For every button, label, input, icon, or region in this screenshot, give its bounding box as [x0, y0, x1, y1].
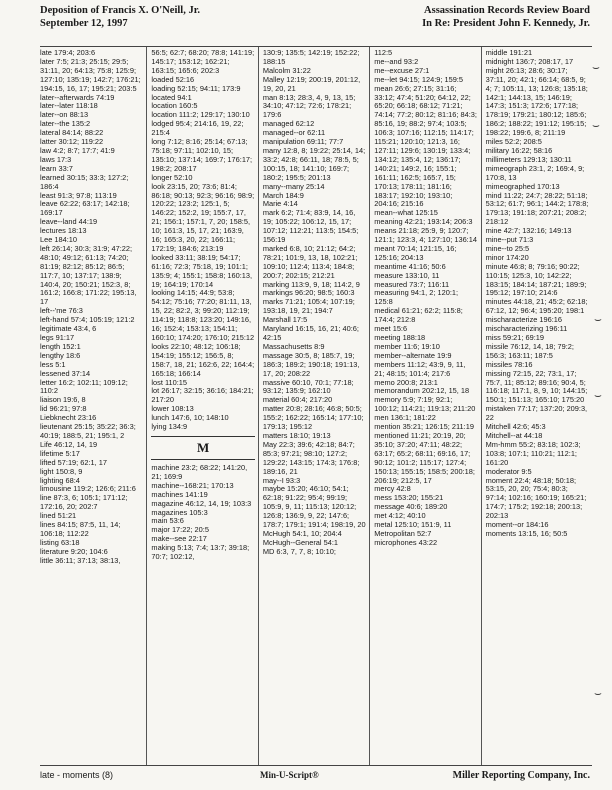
index-entry: met 4:12; 40:10 [374, 511, 426, 521]
index-entry: many 12:8, 8; 19:22; 25:14, 14; 33:2; 42:8; 66:11, 18; 78:5, 5; 100:15, 18; 141:10; 169:7; 180:2; 195:5; 201:13 [262, 145, 366, 182]
index-column-1 [40, 47, 146, 765]
index-entry: miss 59:21; 69:19 [485, 333, 544, 342]
index-entry: memo 200:8; 213:1 [374, 377, 438, 387]
index-entry: later 7:5; 21:3; 25:15; 29:5; 31:11, 20; 64:13; 75:8; 125:9; 127:10; 135:19; 142:7; 176:21; 194:15, 16, 17; 195:21; 203:5 [40, 56, 141, 93]
index-entry: minute 46:8; 8; 79:16; 90:22; 110:15; 125:3, 10; 142:22; 183:15; 184:14; 187:21; 189:9; 195:12; 197:10; 214:6 [485, 261, 587, 298]
index-entry: look 23:15, 20; 73:6; 81:4; 86:18; 90:13; 92:3; 96:16; 98:9; 120:22; 123:2; 125:1, 5; 146:22; 152:2, 19; 155:7, 17, 21; 156:1; 157:1, 7, 20; 158:5, 10; 161:3, 15, 17, 21; 163:9, 16; 165:3, 20, 22; 166:11; 172:19; 184:6; 213:19 [151, 181, 255, 253]
index-entry: Life 46:12, 14, 19 [40, 439, 98, 449]
index-entry: member 11:6; 19:10 [374, 341, 440, 351]
index-entry: message 40:6; 189:20 [374, 502, 448, 512]
index-entry: massage 30:5, 8; 185:7, 19; 186:3; 189:2; 190:18; 191:13, 17, 20; 208:22 [262, 350, 360, 378]
index-entry: member--alternate 19:9 [374, 350, 452, 360]
index-entry: military 16:22; 58:16 [485, 145, 553, 155]
index-entry: letter 16:2; 102:11; 109:12; 110:2 [40, 377, 128, 396]
index-entry: Maryland 16:15, 16, 21; 40:6; 42:15 [262, 324, 359, 342]
index-entry: lieutenant 25:15; 35:22; 36:3; 40:19; 188:5, 21; 195:1, 2 [40, 422, 136, 440]
index-entry: marked 6:8, 10; 21:12; 64:2; 78:21; 101:9, 13, 18, 102:21; 109:10; 112:4; 113:4; 184:8; 200:7; 202:15; 212:21 [262, 243, 358, 280]
index-entry: left 26:14; 30:3; 31:9; 47:22; 48:10; 49:12; 61:13; 74:20; 81:19; 82:12; 85:12; 86:5; 117:7, 10; 137:17; 138:9; 140:4, 20; 150:21; 152:3, 8; 161:2; 166:8; 171:22; 195:13, 17 [40, 243, 137, 307]
index-entry: 130:9; 135:5; 142:19; 152:22; 188:15 [262, 48, 360, 66]
index-entry: lid 96:21; 97:8 [40, 404, 87, 414]
board-name: Assassination Records Review Board [424, 5, 590, 16]
index-column-2 [146, 47, 257, 765]
index-entry: leave--land 44:19 [40, 217, 98, 227]
index-entry: machines 141:19 [151, 489, 208, 499]
index-entry: lying 134:9 [151, 422, 188, 432]
index-entry: lower 108:13 [151, 404, 194, 414]
index-entry: members 11:12; 43:9, 9, 11, 21; 48:15; 101:4; 217:6 [374, 359, 466, 378]
index-entry: lengthy 18:6 [40, 350, 81, 360]
index-entry: limousine 119:2; 126:6; 211:6 [40, 484, 136, 494]
index-entry: lighting 68:4 [40, 475, 80, 485]
index-entry: left--'me 76:3 [40, 306, 83, 316]
case-name: In Re: President John F. Kennedy, Jr. [422, 18, 590, 29]
index-entry: mind 11:22; 24:7; 28:22; 51:18; 53:12; 61:7; 96:1; 144:2; 178:8; 179:13; 191:18; 207:21; 208:2; 218:12 [485, 190, 589, 227]
index-entry: little 36:11; 37:13; 38:13, [40, 555, 121, 565]
index-entry: later--the 135:2 [40, 119, 91, 129]
footer-logo: Min-U-Script® [260, 770, 319, 780]
index-entry: material 60:4; 217:20 [262, 395, 333, 405]
index-entry: lodged 95:4; 214:16, 19, 22; 215:4 [151, 119, 244, 138]
index-grid [40, 46, 592, 766]
index-entry: make--see 22:17 [151, 534, 207, 544]
index-entry: medical 61:21; 62:2; 115:8; 174:4; 212:8 [374, 306, 463, 325]
index-entry: least 91:3; 97:8; 113:19 [40, 190, 117, 200]
index-entry: massive 60:10, 70:1; 77:18; 93:12; 135:9; 162:10 [262, 377, 354, 396]
index-entry: laws 17:3 [40, 154, 72, 164]
index-entry: man 8:13; 28:3, 4, 9, 13, 15; 34:10; 47:12; 72:6; 178:21; 179:6 [262, 92, 356, 120]
index-entry: looked 33:11; 38:19; 54:17; 61:16; 72:3; 75:18, 19; 101:1; 135:9; 4; 155:1; 158:8; 160:13, 19; 164:19; 170:14 [151, 252, 253, 289]
index-entry: moments 13:15, 16; 50:5 [485, 528, 568, 538]
index-entry: Marshall 17:5 [262, 315, 308, 325]
index-entry: memory 5:9; 7:19; 92:1; 100:12; 114:21; 119:13; 211:20 [374, 395, 476, 414]
index-entry: making 5:13; 7:4; 13:7; 39:18; 70:7; 102:12, [151, 543, 250, 562]
index-entry: listing 63:18 [40, 537, 80, 547]
index-entry: meet 15:6 [374, 324, 408, 334]
index-entry: lunch 147:6, 10; 148:10 [151, 413, 229, 423]
index-entry: mimeograph 23:1, 2; 169:4, 9; 170:8, 13 [485, 163, 585, 182]
index-entry: McHugh--General 54:1 [262, 537, 338, 547]
deposition-date: September 12, 1997 [40, 18, 128, 29]
index-entry: managed 62:12 [262, 119, 315, 129]
index-entry: light 150:8, 9 [40, 466, 83, 476]
index-entry: means 21:18; 25:9, 9; 120:7; 121:1; 123:3, 4; 127:10; 136:14 [374, 226, 477, 245]
index-entry: length 152:1 [40, 341, 81, 351]
index-entry: millimeters 129:13; 130:11 [485, 154, 572, 164]
index-entry: manipulation 69:11; 77:7 [262, 137, 344, 147]
footer-range: late - moments (8) [40, 770, 114, 780]
index-entry: machine--168:21; 170:13 [151, 480, 234, 490]
index-entry: lifetime 5:17 [40, 448, 80, 458]
margin-checkmark: ⌣ [592, 60, 600, 74]
index-entry: may--I 93:3 [262, 475, 301, 485]
index-entry: lost 110:15 [151, 377, 188, 387]
index-entry: location 160:5 [151, 101, 198, 111]
index-entry: mean 26:6; 27:15; 31:16; 33:12; 47:4; 51:20; 64:12, 22; 65:20; 66:18; 68:12; 71:21; 74:14; 77:2; 80:12; 81:16; 84:3; 85:16, 19; 88:2; 97:4; 103:5; 106:3; 107:16; 112:15; 114:17; 115:21; 120:10; 121:3, 16; 127:11; 129:6; 130:19; 133:4; 134:12; 135:4, 12; 136:17; 140:21; 149:2, 16; 155:1; 161:11; 162:5; 165:7, 15; 170:13; 178:11; 181:16; 183:17; 192:10; 193:10; 204:16; 215:16 [374, 83, 477, 209]
index-entry: measure 133:10, 11 [374, 270, 440, 280]
index-entry: mischaracterizing 196:11 [485, 324, 568, 334]
index-entry: missing 72:15, 22; 73:1, 17; 75:7, 11; 85:12; 89:16; 90:4, 5; 116:18; 117:1, 8, 9, 10; 144:15; 150:1; 151:13; 165:10; 175:20 [485, 368, 588, 405]
index-entry: legs 91:17 [40, 333, 75, 342]
index-entry: longer 52:10 [151, 172, 193, 182]
index-entry: Mitchell 42:6; 45:3 [485, 422, 546, 432]
index-entry: Lee 184:10 [40, 235, 77, 245]
index-entry: left-hand 57:4; 105:19; 121:2 [40, 315, 135, 325]
footer-company: Miller Reporting Company, Inc. [452, 770, 590, 781]
index-entry: lectures 18:13 [40, 226, 87, 236]
deposition-title: Deposition of Francis X. O'Neill, Jr. [40, 5, 201, 16]
index-entry: McHugh 54:1, 10; 204:4 [262, 528, 342, 538]
index-entry: leave 62:22; 63:17; 142:18; 169:17 [40, 199, 130, 218]
section-letter: M [151, 436, 254, 460]
index-entry: liaison 19:6, 8 [40, 395, 86, 405]
index-entry: moment 22:4; 48:18; 50:18; 53:15, 20, 20; 75:4; 80:3; 97:14; 102:16; 160:19; 165:21; 174:7; 175:2; 192:18; 200:13; 202:13 [485, 475, 587, 521]
index-entry: mark 6:2; 71:4; 83:9, 14, 16, 19; 105:22; 106:12, 15, 17; 107:12; 112:21; 113:5; 154:5; 156:19 [262, 208, 359, 245]
index-entry: 56:5; 62:7; 68:20; 78:8; 141:19; 145:17; 153:12; 162:21; 163:15; 165:6; 202:3 [151, 48, 255, 75]
header-left [40, 4, 200, 30]
index-entry: managed--or 62:11 [262, 128, 326, 138]
index-entry: lessened 37:14 [40, 368, 91, 378]
index-entry: Malley 12:19; 200:19, 201:12, 19, 20, 21 [262, 74, 361, 93]
margin-checkmark: ⌣ [594, 312, 602, 326]
index-entry: meant 70:14; 121:15, 16; 125:16; 204:13 [374, 243, 457, 262]
index-column-4 [369, 47, 480, 765]
index-entry: lined 51:21 [40, 511, 77, 521]
index-entry: lateral 84:14; 88:22 [40, 128, 104, 138]
index-entry: middle 191:21 [485, 48, 533, 57]
index-entry: mine 42:7; 132:16; 149:13 [485, 226, 572, 236]
index-entry: minutes 44:18, 21; 45:2; 62:18; 67:12, 12; 96:4; 195:20; 198:1 [485, 297, 588, 316]
index-entry: mention 35:21; 126:15; 211:19 [374, 422, 474, 432]
index-entry: 112:5 [374, 48, 393, 57]
index-entry: looking 14:15; 44:9; 53:8; 54:12; 75:16; 77:20; 81:11, 13, 15, 22; 82:2, 3; 99:20; 112:19; 114:19; 118:8; 123:20; 149:16, 16; 152:4; 153:13; 154:11; 160:10; 174:20; 176:10; 215:12 [151, 288, 255, 342]
index-entry: midnight 136:7; 208:17, 17 [485, 56, 574, 66]
index-entry: meeting 188:18 [374, 333, 426, 342]
index-entry: law 4:2; 8:7; 17:7; 41:9 [40, 145, 115, 155]
index-entry: long 7:12; 8:16; 25:14; 67:13; 75:18; 97:11; 102:10, 15; 135:10; 137:14; 169:7; 176:17; 198:2; 208:17 [151, 137, 253, 173]
index-entry: men 136:1; 181:22 [374, 413, 436, 423]
index-entry: microphones 43:22 [374, 537, 438, 547]
index-entry: minor 174:20 [485, 252, 529, 262]
index-entry: Liebknecht 23:16 [40, 413, 97, 423]
index-entry: matters 18:10; 19:13 [262, 430, 331, 440]
index-entry: loaded 52:16 [151, 74, 195, 84]
index-entry: moderator 9:5 [485, 466, 532, 476]
index-entry: located 94:1 [151, 92, 192, 102]
index-entry: measured 73:7; 116:11 [374, 279, 450, 289]
index-entry: meantime 41:16; 50:6 [374, 261, 446, 271]
index-entry: MD 6:3, 7, 7, 8; 10:10; [262, 546, 336, 556]
index-entry: Massachusetts 8:9 [262, 341, 325, 351]
index-entry: mentioned 11:21; 20:19, 20; 35:10; 37:20; 47:11; 48:22; 63:17; 65:2; 68:11; 69:16, 17; 90:12; 101:2; 115:17; 127:4; 150:13; 155:15; 158:5; 200:18; 206:19; 212:5, 17 [374, 430, 475, 485]
index-entry: learned 30:15; 33:3; 127:2; 186:4 [40, 172, 129, 191]
index-entry: metal 125:10; 151:9, 11 [374, 520, 452, 530]
index-entry: later--afterwards 74:19 [40, 92, 115, 102]
index-entry: many--many 25:14 [262, 181, 325, 191]
index-entry: marking 113:9, 9, 18; 114:2, 9 [262, 279, 360, 289]
index-entry: Metropolitan 52:7 [374, 528, 432, 538]
margin-checkmark: ⌣ [594, 388, 602, 402]
index-entry: less 5:1 [40, 359, 66, 369]
index-entry: mischaracterize 196:16 [485, 315, 563, 325]
index-entry: loading 52:15; 94:11; 173:9 [151, 83, 241, 93]
index-entry: later--on 88:13 [40, 110, 89, 120]
index-entry: me--let 94:15; 124:9; 159:5 [374, 74, 463, 84]
index-entry: Marie 4:14 [262, 199, 298, 209]
index-entry: might 26:13; 28:6; 30:17; 37:11, 20; 42:1; 66:14; 68:5, 9; 4; 7; 105:11, 13; 126:8; 135:18; 142:1; 144:13, 15; 146:19; 147:3; 151:3; 172:6; 177:18; 178:19; 179:21; 180:12; 185:6; 186:2; 188:22; 191:12; 195:15; 198:22; 199:6, 8; 211:19 [485, 65, 588, 138]
index-entry: matter 20:8; 28:16; 46:8; 50:5; 155:2; 162:22; 165:14; 177:10; 179:13; 195:12 [262, 404, 364, 432]
index-entry: location 111:2; 129:17; 130:10 [151, 110, 250, 120]
index-entry: memorandum 202:12, 15, 18 [374, 386, 470, 396]
index-entry: mimeographed 170:13 [485, 181, 560, 191]
index-entry: March 184:9 [262, 190, 304, 200]
index-entry: Malcolm 31:22 [262, 65, 311, 75]
index-entry: mess 153:20; 155:21 [374, 493, 444, 503]
index-entry: mine--to 25:5 [485, 243, 530, 253]
index-entry: missile 76:12, 14, 18; 79:2; 156:3; 163:11; 187:5 [485, 341, 574, 360]
index-entry: looks 22:10; 48:12; 106:18; 154:19; 155:12; 156:5, 8; 158:7, 18, 21; 162:6, 22; 164:4; 165:18; 166:14 [151, 341, 255, 378]
index-entry: lifted 57:19; 62:1, 17 [40, 457, 107, 467]
index-entry: major 17:22; 20:5 [151, 525, 209, 535]
index-entry: mean--what 125:15 [374, 208, 438, 218]
index-entry: miles 52:2; 208:5 [485, 137, 542, 147]
index-entry: lines 84:15; 87:5, 11, 14; 106:18; 112:22 [40, 520, 121, 538]
index-entry: legitimate 43:4, 6 [40, 324, 97, 334]
index-entry: late 179:4; 203:6 [40, 48, 96, 57]
index-column-3 [258, 47, 369, 765]
index-entry: main 53:6 [151, 516, 184, 526]
index-entry: magazines 105:3 [151, 507, 208, 517]
index-entry: machine 23:2; 68:22; 141:20, 21; 169:9 [151, 462, 248, 481]
index-entry: latter 30:12; 119:22 [40, 137, 104, 147]
index-entry: mistaken 77:17; 137:20; 209:3, 22 [485, 404, 588, 423]
index-entry: me--excuse 27:1 [374, 65, 430, 75]
index-entry: missiles 78:16 [485, 359, 533, 369]
index-entry: mercy 42:8 [374, 484, 411, 494]
page-footer [40, 768, 590, 786]
index-entry: meaning 42:21; 193:14; 206:3 [374, 217, 473, 227]
index-entry: lot 26:17; 32:15; 36:16; 184:21; 217:20 [151, 386, 254, 405]
index-entry: May 22:3; 39:6; 42:18; 84:7; 85:3; 97:21; 98:10; 127:2; 129:22; 143:15; 174:3; 176:8; 189:16, 21 [262, 439, 360, 476]
header-right [422, 4, 590, 30]
index-entry: magazine 46:12, 14, 19; 103:3 [151, 498, 252, 508]
margin-checkmark: ⌣ [594, 686, 602, 700]
index-entry: learn 33:7 [40, 163, 73, 173]
index-entry: marks 71:21; 105:4; 107:19; 193:18, 19, 21; 194:7 [262, 297, 355, 316]
index-entry: literature 9:20; 104:6 [40, 546, 108, 556]
page-header [40, 4, 590, 44]
index-column-5 [481, 47, 592, 765]
index-entry: later--later 118:18 [40, 101, 98, 111]
index-entry: moment--or 184:16 [485, 520, 549, 530]
index-entry: me--and 93:2 [374, 56, 419, 66]
index-entry: maybe 15:20; 46:10; 54:1; 62:18; 91:22; 95:4; 99:19; 105:9, 9, 11; 115:13; 120:12; 126:8; 136:9, 9, 22; 147:6; 178:7; 179:1; 191:4; 198:19, 20 [262, 484, 366, 530]
index-entry: measuring 94:1, 2; 120:1; 125:8 [374, 288, 459, 307]
index-entry: line 87:3, 6; 105:1; 171:12; 172:16, 20; 202:7 [40, 493, 128, 512]
index-entry: Mitchell--at 44:18 [485, 430, 543, 440]
index-entry: mine--put 71:3 [485, 235, 534, 245]
margin-checkmark: ⌣ [592, 118, 600, 132]
index-entry: markings 96:20; 98:5; 160:3 [262, 288, 355, 298]
index-entry: Mm-hmm 55:2; 83:18; 102:3; 103:8; 107:1; 110:21; 112:1; 161:20 [485, 439, 581, 467]
